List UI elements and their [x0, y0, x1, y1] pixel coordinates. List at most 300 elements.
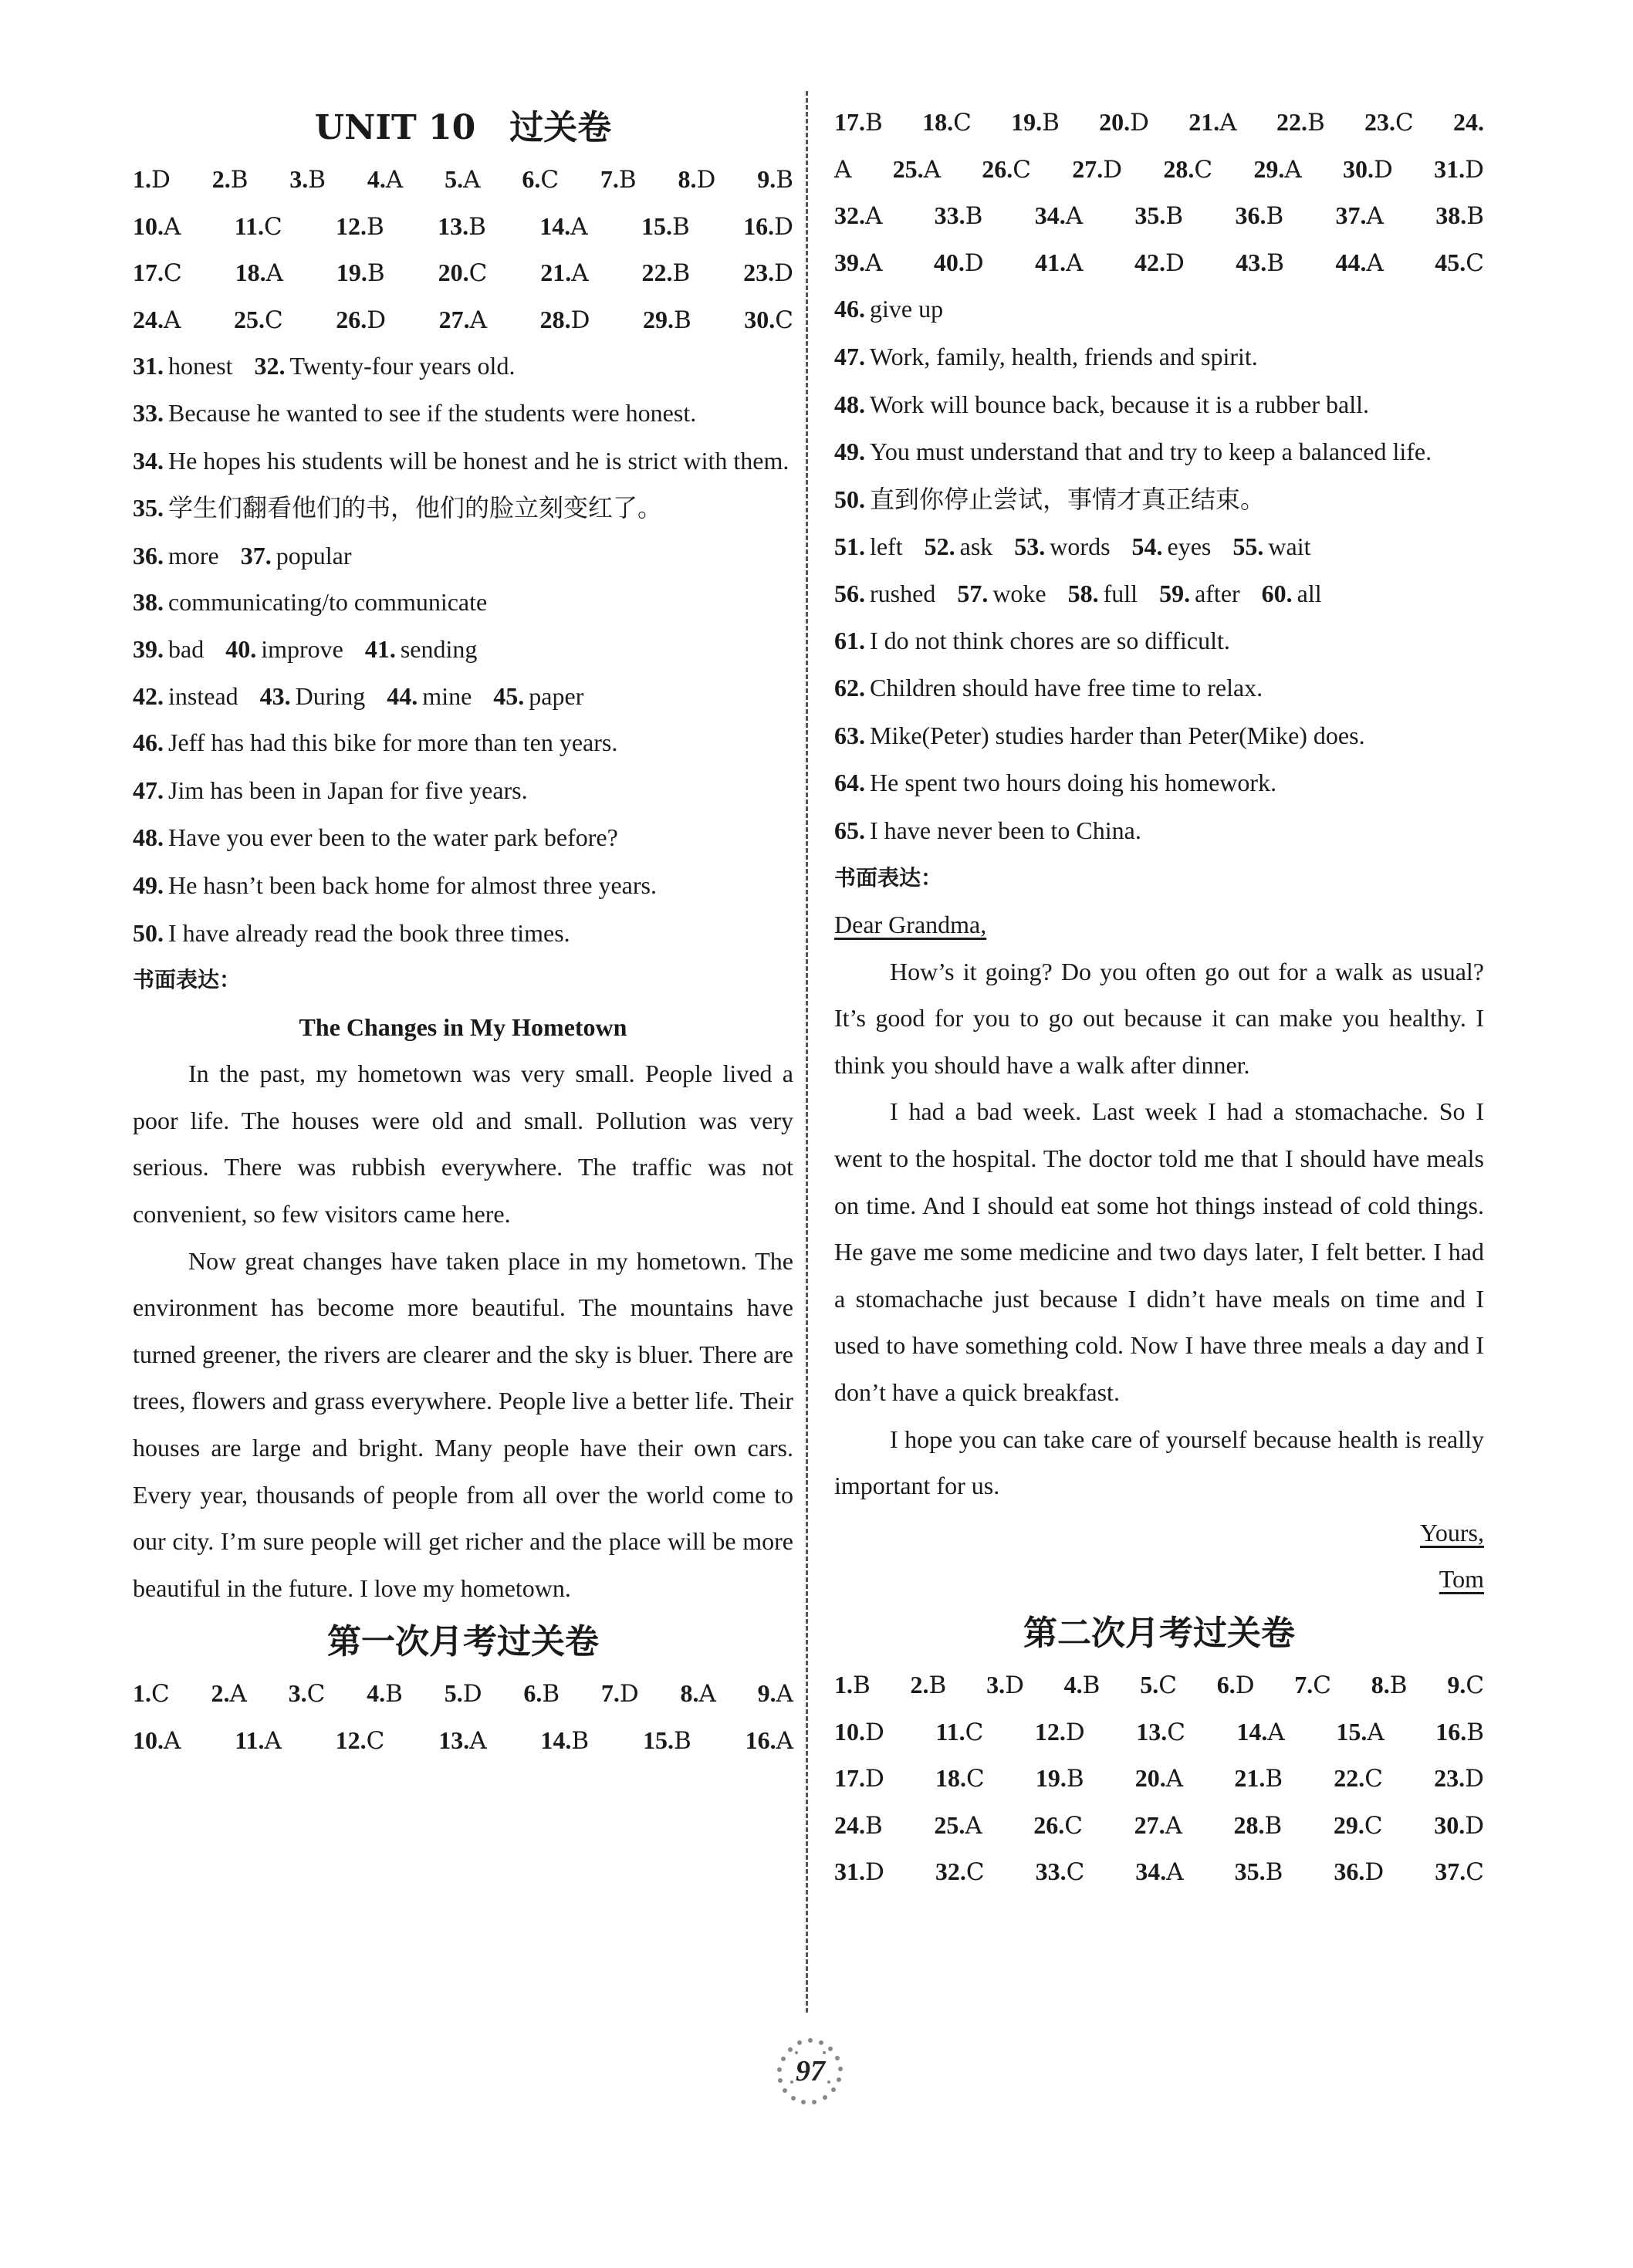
answer-letter: B [1307, 109, 1325, 137]
answer-letter: B [571, 1727, 590, 1755]
answer-letter: A [164, 212, 181, 241]
choice-answer [643, 1717, 691, 1765]
answer-letter: A [965, 1811, 982, 1840]
choice-answer [1140, 1661, 1177, 1709]
question-number: 27. [438, 305, 470, 333]
answer-letter: A [469, 1727, 487, 1755]
answer-letter: A [865, 202, 883, 231]
choice-answer [1135, 1848, 1183, 1896]
choice-answer [1064, 1661, 1100, 1709]
answer-letter: A [1284, 155, 1302, 184]
choice-answer [834, 1802, 883, 1850]
choice-answer [133, 203, 181, 251]
answer-letter: B [1042, 109, 1060, 137]
fill-answer [225, 626, 343, 674]
question-number: 61. [834, 626, 865, 654]
choice-answer [1447, 1661, 1484, 1709]
answer-letter: D [865, 1765, 884, 1793]
choice-answer [1343, 146, 1393, 194]
choice-answer [1235, 192, 1283, 240]
choice-answer [758, 1670, 793, 1718]
answer-item [133, 719, 793, 767]
question-number: 37. [1435, 1857, 1466, 1886]
answer-letter: D [1465, 1765, 1484, 1793]
answer-letter: A [1165, 1765, 1184, 1793]
fill-answer [1014, 523, 1110, 571]
fill-answer [957, 570, 1046, 618]
answer-letter: A [1166, 1858, 1184, 1887]
answer-letter: A [1366, 248, 1384, 277]
choice-answer [367, 156, 403, 204]
question-number: 36. [1334, 1857, 1365, 1886]
question-number: 5. [445, 165, 464, 193]
answer-letter: C [1313, 1671, 1332, 1699]
answer-letter: D [1465, 1811, 1485, 1840]
question-number: 1. [133, 1679, 151, 1708]
choice-row [133, 1670, 793, 1717]
question-number: 43. [259, 681, 291, 710]
answer-letter: D [1165, 248, 1185, 277]
choice-answer [540, 249, 588, 297]
answer-row [133, 343, 793, 390]
answer-letter: A [1066, 248, 1084, 277]
answer-letter: D [1065, 1718, 1085, 1746]
answer-letter: A [698, 1680, 716, 1709]
question-number: 6. [1216, 1671, 1236, 1698]
answer-letter: B [853, 1671, 871, 1699]
choice-row [834, 1661, 1484, 1709]
choice-answer [523, 1670, 560, 1718]
answer-text: Jim has been in Japan for five years. [168, 776, 528, 804]
answer-letter: C [306, 1680, 326, 1709]
answer-text: woke [992, 579, 1046, 607]
question-number: 49. [834, 438, 865, 466]
question-number: 43. [1236, 248, 1267, 276]
choice-answer [986, 1661, 1024, 1709]
choice-answer [834, 1848, 884, 1896]
answer-item [834, 381, 1484, 429]
choice-answer [1134, 1802, 1182, 1850]
answer-text: honest [168, 352, 233, 380]
question-number: 18. [935, 1764, 966, 1793]
question-number: 4. [367, 165, 386, 193]
question-number: 1. [834, 1671, 853, 1698]
question-number: 64. [834, 769, 865, 797]
choice-answer [522, 156, 559, 204]
question-number: 20. [1134, 1764, 1166, 1793]
answer-letter: B [928, 1671, 947, 1699]
choice-answer [1134, 239, 1185, 287]
answer-letter: C [164, 259, 182, 288]
answer-item [133, 767, 793, 815]
choice-answer [1371, 1661, 1408, 1709]
choice-answer [133, 249, 182, 297]
choice-answer [212, 156, 248, 204]
choice-answer [834, 146, 851, 194]
question-number: 7. [1294, 1671, 1314, 1698]
column-divider [806, 91, 808, 2013]
question-number: 4. [1063, 1671, 1083, 1698]
choice-answer [540, 296, 590, 344]
question-number: 21. [540, 259, 572, 287]
answer-text: I have already read the book three times. [168, 918, 570, 947]
choice-answer [367, 1670, 403, 1718]
question-number: 11. [935, 1717, 965, 1746]
choice-row [834, 1755, 1484, 1802]
month2-title: 第二次月考过关卷 [1023, 1614, 1295, 1653]
question-number: 9. [757, 165, 776, 193]
answer-text: Because he wanted to see if the students were honest. [168, 398, 697, 427]
writing-label: 书面表达： [133, 967, 242, 993]
answer-item [133, 862, 793, 910]
answer-letter: A [776, 1680, 794, 1709]
unit10-choice-answers [133, 156, 793, 343]
question-number: 31. [133, 352, 164, 380]
answer-letter: A [571, 259, 589, 288]
answer-letter: C [775, 306, 794, 334]
question-number: 10. [133, 211, 164, 240]
choice-answer [934, 1802, 982, 1850]
answer-letter: C [1364, 1811, 1383, 1840]
question-number: 22. [1276, 108, 1307, 136]
question-number: 48. [834, 390, 865, 418]
answer-letter: C [1167, 1718, 1185, 1746]
question-number: 17. [834, 108, 865, 136]
choice-answer [1035, 239, 1083, 287]
choice-answer [1033, 1802, 1083, 1850]
question-number: 52. [924, 532, 955, 561]
question-number: 50. [834, 485, 865, 513]
choice-answer [439, 296, 487, 344]
salutation-text: Dear Grandma, [834, 911, 987, 939]
question-number: 33. [1035, 1857, 1067, 1886]
answer-text: left [870, 532, 903, 561]
answer-row [133, 579, 793, 626]
choice-answer [743, 203, 793, 251]
question-number: 25. [892, 154, 924, 183]
choice-row [834, 99, 1484, 146]
question-number: 2. [211, 1679, 230, 1708]
answer-letter: C [1466, 1671, 1485, 1699]
question-number: 13. [438, 211, 469, 240]
choice-answer [1253, 146, 1301, 194]
answer-text: He spent two hours doing his homework. [870, 769, 1277, 797]
choice-answer [133, 156, 171, 204]
question-number: 29. [1253, 154, 1285, 183]
question-number: 22. [1334, 1764, 1365, 1793]
question-number: 14. [539, 211, 571, 240]
answer-text: words [1050, 532, 1111, 561]
answer-letter: C [966, 1765, 985, 1793]
choice-answer [1276, 99, 1325, 147]
choice-answer [1163, 146, 1212, 194]
question-number: 11. [235, 1726, 265, 1754]
question-number: 20. [438, 259, 469, 287]
answer-letter: B [865, 1811, 883, 1840]
fill-answer [133, 343, 233, 390]
question-number: 24. [133, 305, 164, 333]
question-number: 34. [133, 446, 164, 475]
answer-letter: B [385, 1680, 403, 1709]
answer-text: give up [870, 295, 944, 323]
choice-answer [1099, 99, 1149, 147]
answer-row [133, 673, 793, 720]
answer-letter: A [1219, 109, 1237, 137]
writing-label: 书面表达： [834, 864, 943, 891]
choice-answer [1435, 239, 1484, 287]
question-number: 24. [834, 1810, 865, 1839]
answer-text: all [1297, 579, 1322, 607]
question-number: 30. [744, 305, 776, 333]
question-number: 57. [957, 579, 989, 607]
choice-answer [1072, 146, 1122, 194]
choice-answer [1236, 1709, 1284, 1756]
question-number: 34. [1034, 201, 1066, 230]
question-number: 26. [1033, 1810, 1065, 1839]
choice-answer [641, 203, 690, 251]
question-number: 53. [1014, 532, 1046, 561]
answer-letter: A [923, 155, 942, 184]
answer-letter: A [1165, 1811, 1182, 1840]
question-number: 45. [493, 681, 525, 710]
question-number: 30. [1434, 1810, 1466, 1839]
choice-answer [1434, 146, 1484, 194]
answer-item [834, 759, 1484, 807]
choice-answer [600, 156, 637, 204]
answer-letter: B [1265, 1858, 1283, 1887]
choice-answer [641, 249, 690, 297]
answer-letter: A [834, 155, 852, 184]
question-number: 2. [211, 165, 231, 193]
answer-item [834, 333, 1484, 381]
question-number: 60. [1261, 579, 1293, 607]
fill-answer [387, 673, 472, 721]
essay-title: The Changes in My Hometown [299, 1012, 627, 1041]
answer-letter: A [1065, 202, 1084, 231]
page-number: 97 [796, 2055, 825, 2087]
answer-letter: B [673, 306, 691, 334]
question-number: 12. [336, 211, 367, 240]
question-number: 38. [133, 588, 164, 617]
choice-answer [1434, 1755, 1484, 1803]
name-text: Tom [1439, 1565, 1484, 1594]
question-number: 55. [1232, 532, 1264, 561]
answer-text: sending [400, 634, 478, 663]
answer-text: Jeff has had this bike for more than ten years. [168, 728, 618, 757]
answer-letter: A [463, 166, 481, 194]
answer-letter: C [965, 1858, 985, 1887]
answer-text: Work will bounce back, because it is a rubber ball. [870, 390, 1369, 418]
choice-row [834, 239, 1484, 286]
question-number: 3. [986, 1671, 1006, 1698]
answer-letter: B [1266, 202, 1284, 231]
question-number: 48. [133, 823, 164, 852]
choice-answer [1234, 1802, 1283, 1850]
answer-text: Have you ever been to the water park before? [168, 823, 618, 852]
fill-answer [834, 523, 903, 571]
answer-letter: A [264, 1727, 282, 1755]
question-number: 9. [1447, 1671, 1466, 1698]
question-number: 34. [1135, 1857, 1167, 1886]
choice-answer [601, 1670, 639, 1718]
answer-letter: D [462, 1680, 482, 1709]
question-number: 23. [1364, 108, 1396, 136]
question-number: 1. [133, 165, 151, 193]
answer-item [834, 428, 1484, 476]
choice-answer [834, 239, 882, 287]
answer-letter: D [1465, 155, 1484, 184]
question-number: 29. [1333, 1810, 1364, 1839]
answer-letter: C [468, 259, 488, 288]
choice-answer [678, 156, 716, 204]
letter-closing [834, 1509, 1484, 1557]
question-number: 47. [834, 342, 865, 370]
choice-answer [743, 249, 793, 297]
choice-answer [1364, 99, 1414, 147]
question-number: 6. [523, 1679, 543, 1708]
question-number: 39. [133, 634, 164, 663]
choice-answer [445, 1670, 482, 1718]
fill-answer [1159, 570, 1240, 618]
choice-answer [234, 296, 283, 344]
question-number: 33. [934, 201, 965, 230]
question-number: 38. [1435, 201, 1467, 230]
answer-letter: D [1005, 1671, 1024, 1699]
question-number: 30. [1343, 154, 1374, 183]
answer-text: 学生们翻看他们的书，他们的脸立刻变红了。 [168, 494, 663, 522]
letter-name [834, 1556, 1484, 1603]
choice-answer [893, 146, 941, 194]
answer-letter: C [366, 1727, 385, 1755]
choice-answer [1136, 1709, 1185, 1756]
choice-answer [935, 1755, 985, 1803]
answer-letter: B [672, 212, 690, 241]
letter-paragraph: I had a bad week. Last week I had a stomachache. So I went to the hospital. The doctor told me that I should have meals on time. And I should eat some hot things instead of cold things. He gave me some medicine and two days later, I felt better. I had a stomachache just because I didn’t have meals on time and I used to have something cold. Now I have three meals a day and I don’t have a quick breakfast. [834, 1097, 1484, 1407]
answer-letter: D [1103, 155, 1123, 184]
answer-text: He hopes his students will be honest and he is strict with them. [168, 446, 789, 475]
answer-letter: B [468, 212, 486, 241]
choice-answer [1235, 1848, 1283, 1896]
fill-answer [133, 579, 487, 627]
choice-row [133, 203, 793, 250]
essay-paragraph: In the past, my hometown was very small. People lived a poor life. The houses were old and small. Pollution was very serious. There was rubbish everywhere. The traffic was not convenient, so few visitors came here. [133, 1060, 793, 1229]
choice-answer [336, 203, 384, 251]
answer-letter: C [1066, 1858, 1085, 1887]
answer-text: bad [168, 634, 205, 663]
fill-answer [925, 523, 993, 571]
question-number: 35. [1134, 201, 1166, 230]
choice-row [133, 249, 793, 296]
answer-letter: A [1366, 202, 1384, 231]
answer-text: Children should have free time to relax. [870, 674, 1263, 702]
question-number: 15. [641, 211, 673, 240]
choice-answer [539, 203, 587, 251]
answer-text: I do not think chores are so difficult. [870, 626, 1230, 654]
question-number: 23. [743, 259, 775, 287]
question-number: 7. [600, 1679, 620, 1708]
choice-answer [1035, 192, 1083, 240]
fill-answer [365, 626, 478, 674]
answer-letter: B [1466, 1718, 1484, 1746]
question-number: 49. [133, 870, 164, 899]
left-column [133, 99, 793, 1764]
question-number: 6. [522, 165, 541, 193]
question-number: 16. [1435, 1717, 1467, 1746]
answer-letter: D [865, 1858, 884, 1887]
choice-answer [235, 203, 282, 251]
question-number: 35. [1234, 1857, 1266, 1886]
answer-letter: A [469, 306, 488, 334]
question-number: 10. [133, 1726, 164, 1754]
answer-letter: A [164, 306, 181, 334]
question-number: 23. [1434, 1764, 1466, 1793]
essay-paragraph: Now great changes have taken place in my hometown. The environment has become more beautiful. The mountains have turned greener, the rivers are clearer and the sky is bluer. There are trees, flowers and grass everywhere. People live a better life. Their houses are large and bright. Many people have their own cars. Every year, thousands of people from all over the world come to our city. I’m sure people will get richer and the place will be more beautiful in the future. I love my hometown. [133, 1246, 793, 1602]
answer-text: more [168, 541, 219, 570]
question-number: 28. [1233, 1810, 1265, 1839]
answer-letter: B [367, 259, 385, 288]
choice-answer [1011, 99, 1060, 147]
answer-text: instead [168, 681, 238, 710]
question-number: 8. [678, 165, 697, 193]
answer-letter: B [865, 109, 883, 137]
choice-answer [1134, 192, 1183, 240]
choice-answer [935, 1709, 983, 1756]
choice-answer [834, 99, 883, 147]
answer-letter: B [618, 166, 637, 194]
question-number: 29. [642, 305, 674, 333]
question-number: 3. [288, 1679, 307, 1708]
answer-letter: D [696, 166, 716, 194]
answer-text: ask [959, 532, 993, 561]
answer-letter: C [1013, 155, 1032, 184]
answer-item [133, 390, 793, 438]
answer-item [133, 814, 793, 862]
choice-answer [982, 146, 1031, 194]
answer-text: paper [529, 681, 584, 710]
question-number: 7. [600, 165, 619, 193]
choice-answer [1435, 1709, 1484, 1756]
answer-letter: C [965, 1718, 984, 1746]
choice-answer [1334, 1848, 1384, 1896]
choice-answer [834, 192, 882, 240]
question-number: 5. [1140, 1671, 1159, 1698]
choice-answer [235, 249, 283, 297]
answer-item [133, 485, 793, 532]
choice-answer [834, 1755, 884, 1803]
answer-letter: B [776, 166, 793, 194]
answer-letter: A [265, 259, 284, 288]
question-number: 51. [834, 532, 865, 561]
choice-answer [1234, 1755, 1283, 1803]
answer-letter: D [570, 306, 590, 334]
question-number: 21. [1234, 1764, 1266, 1793]
answer-item [133, 910, 793, 958]
choice-answer [336, 249, 385, 297]
answer-letter: B [1066, 1765, 1084, 1793]
question-number: 42. [1134, 248, 1165, 276]
answer-text: I have never been to China. [870, 816, 1141, 844]
question-number: 17. [133, 259, 164, 287]
answer-letter: B [1165, 202, 1184, 231]
answer-text: You must understand that and try to keep a balanced life. [870, 438, 1432, 466]
choice-answer [1188, 99, 1236, 147]
choice-answer [1435, 1848, 1484, 1896]
question-number: 36. [133, 541, 164, 570]
question-number: 40. [933, 248, 965, 276]
answer-letter: B [1265, 1765, 1283, 1793]
answer-letter: C [263, 212, 282, 241]
question-number: 31. [1434, 154, 1466, 183]
